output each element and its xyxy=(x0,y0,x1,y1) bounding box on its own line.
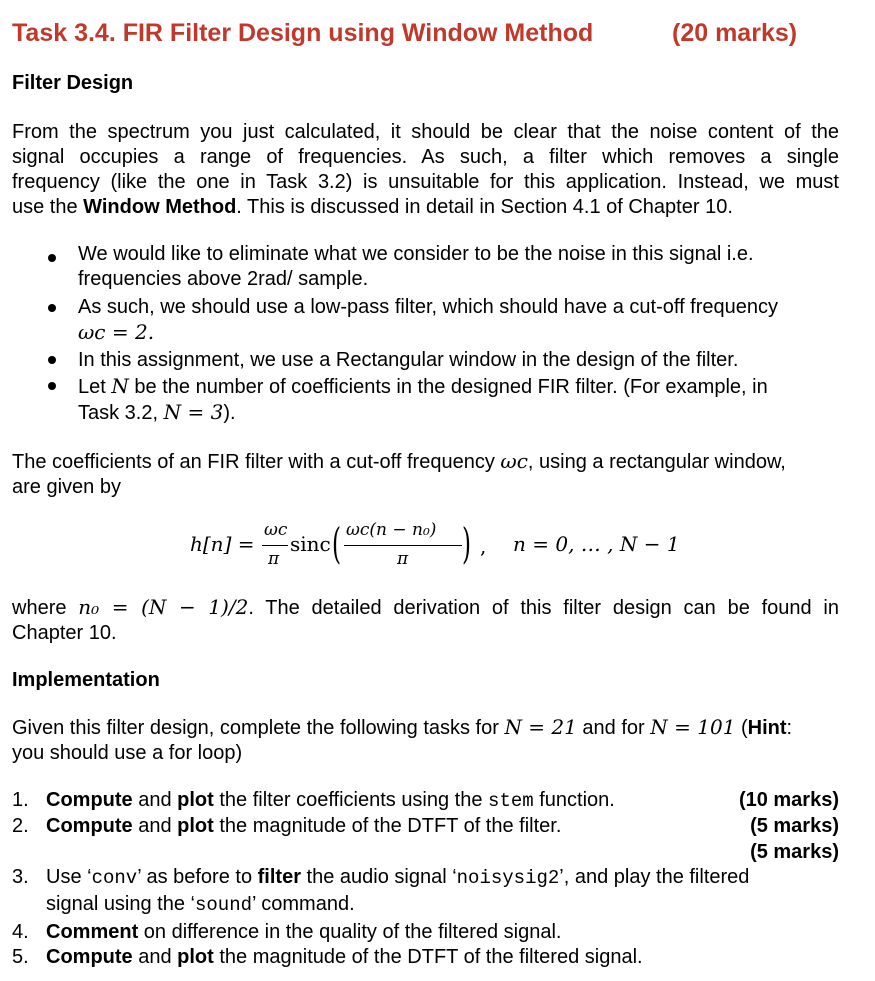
task-5-and: and xyxy=(132,946,178,968)
filter-design-heading: Filter Design xyxy=(12,72,134,94)
intro-line-4 xyxy=(12,195,839,220)
coeff-line-2: are given by xyxy=(12,476,121,498)
coeff-omega-c: ωc xyxy=(500,449,528,473)
task-2-marks: (5 marks) xyxy=(750,815,839,837)
formula-frac2-den: π xyxy=(397,549,409,569)
bullet-dot-icon xyxy=(48,254,56,262)
task-1-mid: the filter coefficients using the xyxy=(213,789,489,811)
coeff-line-1c: , using a rectangular window, xyxy=(527,451,786,473)
task-5-number: 5. xyxy=(12,946,29,968)
intro-line-4c: . This is discussed in detail in Section 4.1 of Chapter 10. xyxy=(236,196,733,218)
task-2-number: 2. xyxy=(12,815,29,837)
task-3-signal-using: signal using the ‘ xyxy=(46,893,195,915)
bullet-4-rest: be the number of coefficients in the designed FIR filter. (For example, in xyxy=(128,376,768,398)
formula-frac2-num: ωc(n − n₀) xyxy=(346,520,437,540)
task-1-compute: Compute xyxy=(46,789,133,811)
task-3-as-before: ’ as before to xyxy=(137,866,258,888)
impl-N21: N = 21 xyxy=(504,715,577,739)
implementation-heading: Implementation xyxy=(12,669,160,691)
task-2-rest: the magnitude of the DTFT of the filter. xyxy=(213,815,562,837)
bullet-1-line-2: frequencies above 2rad/ sample. xyxy=(78,268,369,290)
task-3-marks: (5 marks) xyxy=(750,841,839,863)
task-1-end: function. xyxy=(533,789,615,811)
task-2-compute: Compute xyxy=(46,815,133,837)
formula-right-paren: ) xyxy=(462,519,472,568)
bullet-1-line-1: We would like to eliminate what we consider to be the noise in this signal i.e. xyxy=(78,243,754,265)
task-3-sound-code: sound xyxy=(194,894,252,916)
intro-line-1: From the spectrum you just calculated, it should be clear that the noise content of the xyxy=(12,121,839,143)
task-2-plot: plot xyxy=(177,815,214,837)
bullet-3-line-1: In this assignment, we use a Rectangular window in the design of the filter. xyxy=(78,349,739,371)
implementation-intro xyxy=(12,715,839,766)
filter-design-intro xyxy=(12,120,839,220)
coefficients-paragraph xyxy=(12,449,839,500)
where-paragraph xyxy=(12,595,839,646)
task-5-text xyxy=(46,946,643,969)
formula-frac1-bar xyxy=(262,545,288,546)
formula-sinc: sinc xyxy=(290,532,331,556)
impl-line-1a: Given this filter design, complete the following tasks for xyxy=(12,717,505,739)
impl-colon: : xyxy=(786,717,793,739)
bullet-dot-icon xyxy=(48,356,56,364)
bullet-2-line-1: As such, we should use a low-pass filter, which should have a cut-off frequency xyxy=(78,296,779,318)
task-5-rest: the magnitude of the DTFT of the filtered signal. xyxy=(213,946,643,968)
intro-line-3: frequency (like the one in Task 3.2) is unsuitable for this application. Instead, we must xyxy=(12,171,839,193)
bullet-4-line-2 xyxy=(78,400,840,426)
impl-N101: N = 101 xyxy=(650,715,736,739)
window-method-term: Window Method xyxy=(83,196,237,218)
task-1-number: 1. xyxy=(12,789,29,811)
impl-paren: ( xyxy=(735,717,748,739)
task-3-conv-code: conv xyxy=(91,867,138,889)
task-1-marks: (10 marks) xyxy=(738,789,839,811)
task-1-stem-code: stem xyxy=(488,790,534,812)
where-line-1c: . The detailed derivation of this filter design can be found in xyxy=(248,597,840,619)
bullet-4-N: N xyxy=(111,374,129,398)
where-line-1 xyxy=(12,595,839,621)
task-3-number: 3. xyxy=(12,866,29,888)
bullet-4-N3: N = 3 xyxy=(163,400,224,424)
task-3-use: Use ‘ xyxy=(46,866,92,888)
task-1-and: and xyxy=(132,789,178,811)
formula-left-paren: ( xyxy=(332,519,342,568)
bullet-2-line-2: ωc = 2. xyxy=(78,320,155,344)
impl-and: and for xyxy=(576,717,651,739)
bullet-item-3 xyxy=(78,348,840,373)
coeff-line-1a: The coefficients of an FIR filter with a cut-off frequency xyxy=(12,451,501,473)
bullet-item-1 xyxy=(78,242,840,292)
intro-line-2: signal occupies a range of frequencies. As such, a filter which removes a single xyxy=(12,146,839,168)
formula-frac2-bar xyxy=(344,545,462,546)
task-3-play: ’, and play the filtered xyxy=(559,866,750,888)
task-3-text-line-2 xyxy=(46,893,355,916)
task-4-text xyxy=(46,921,561,944)
formula-frac1-den: π xyxy=(268,549,280,569)
task-5-compute: Compute xyxy=(46,946,133,968)
intro-line-4a: use the xyxy=(12,196,84,218)
formula-comma: , xyxy=(480,534,487,558)
impl-hint: Hint xyxy=(747,717,787,739)
task-2-text xyxy=(46,815,561,838)
task-4-rest: on difference in the quality of the filtered signal. xyxy=(138,921,562,943)
task-1-text xyxy=(46,789,615,812)
task-2-and: and xyxy=(132,815,178,837)
task-3-filter: filter xyxy=(257,866,301,888)
task-3-command: ’ command. xyxy=(252,893,355,915)
where-n0: n₀ = (N − 1)/2 xyxy=(78,595,249,619)
formula-range: n = 0, … , N − 1 xyxy=(513,532,680,556)
task-marks: (20 marks) xyxy=(672,19,798,47)
task-3-noisysig-code: noisysig2 xyxy=(456,867,560,889)
where-line-2: Chapter 10. xyxy=(12,622,117,644)
formula-frac1-num: ωc xyxy=(264,520,288,540)
bullet-dot-icon xyxy=(48,382,56,390)
task-title: Task 3.4. FIR Filter Design using Window Method xyxy=(12,19,594,47)
task-3-text-line-1 xyxy=(46,866,749,889)
task-4-number: 4. xyxy=(12,921,29,943)
formula-lhs: h[n] = xyxy=(190,532,255,556)
impl-line-1 xyxy=(12,715,839,741)
bullet-4-task: Task 3.2, xyxy=(78,402,164,424)
task-4-comment: Comment xyxy=(46,921,139,943)
task-5-plot: plot xyxy=(177,946,214,968)
bullet-4-let: Let xyxy=(78,376,112,398)
bullet-dot-icon xyxy=(48,304,56,312)
bullet-item-2 xyxy=(78,295,840,345)
filter-formula xyxy=(190,518,690,578)
task-3-audio: the audio signal ‘ xyxy=(300,866,457,888)
bullet-item-4 xyxy=(78,374,840,426)
coeff-line-1 xyxy=(12,449,839,475)
bullet-4-close: ). xyxy=(223,402,236,424)
task-1-plot: plot xyxy=(177,789,214,811)
where-line-1a: where xyxy=(12,597,79,619)
bullet-4-line-1 xyxy=(78,374,840,400)
impl-line-2: you should use a for loop) xyxy=(12,742,243,764)
